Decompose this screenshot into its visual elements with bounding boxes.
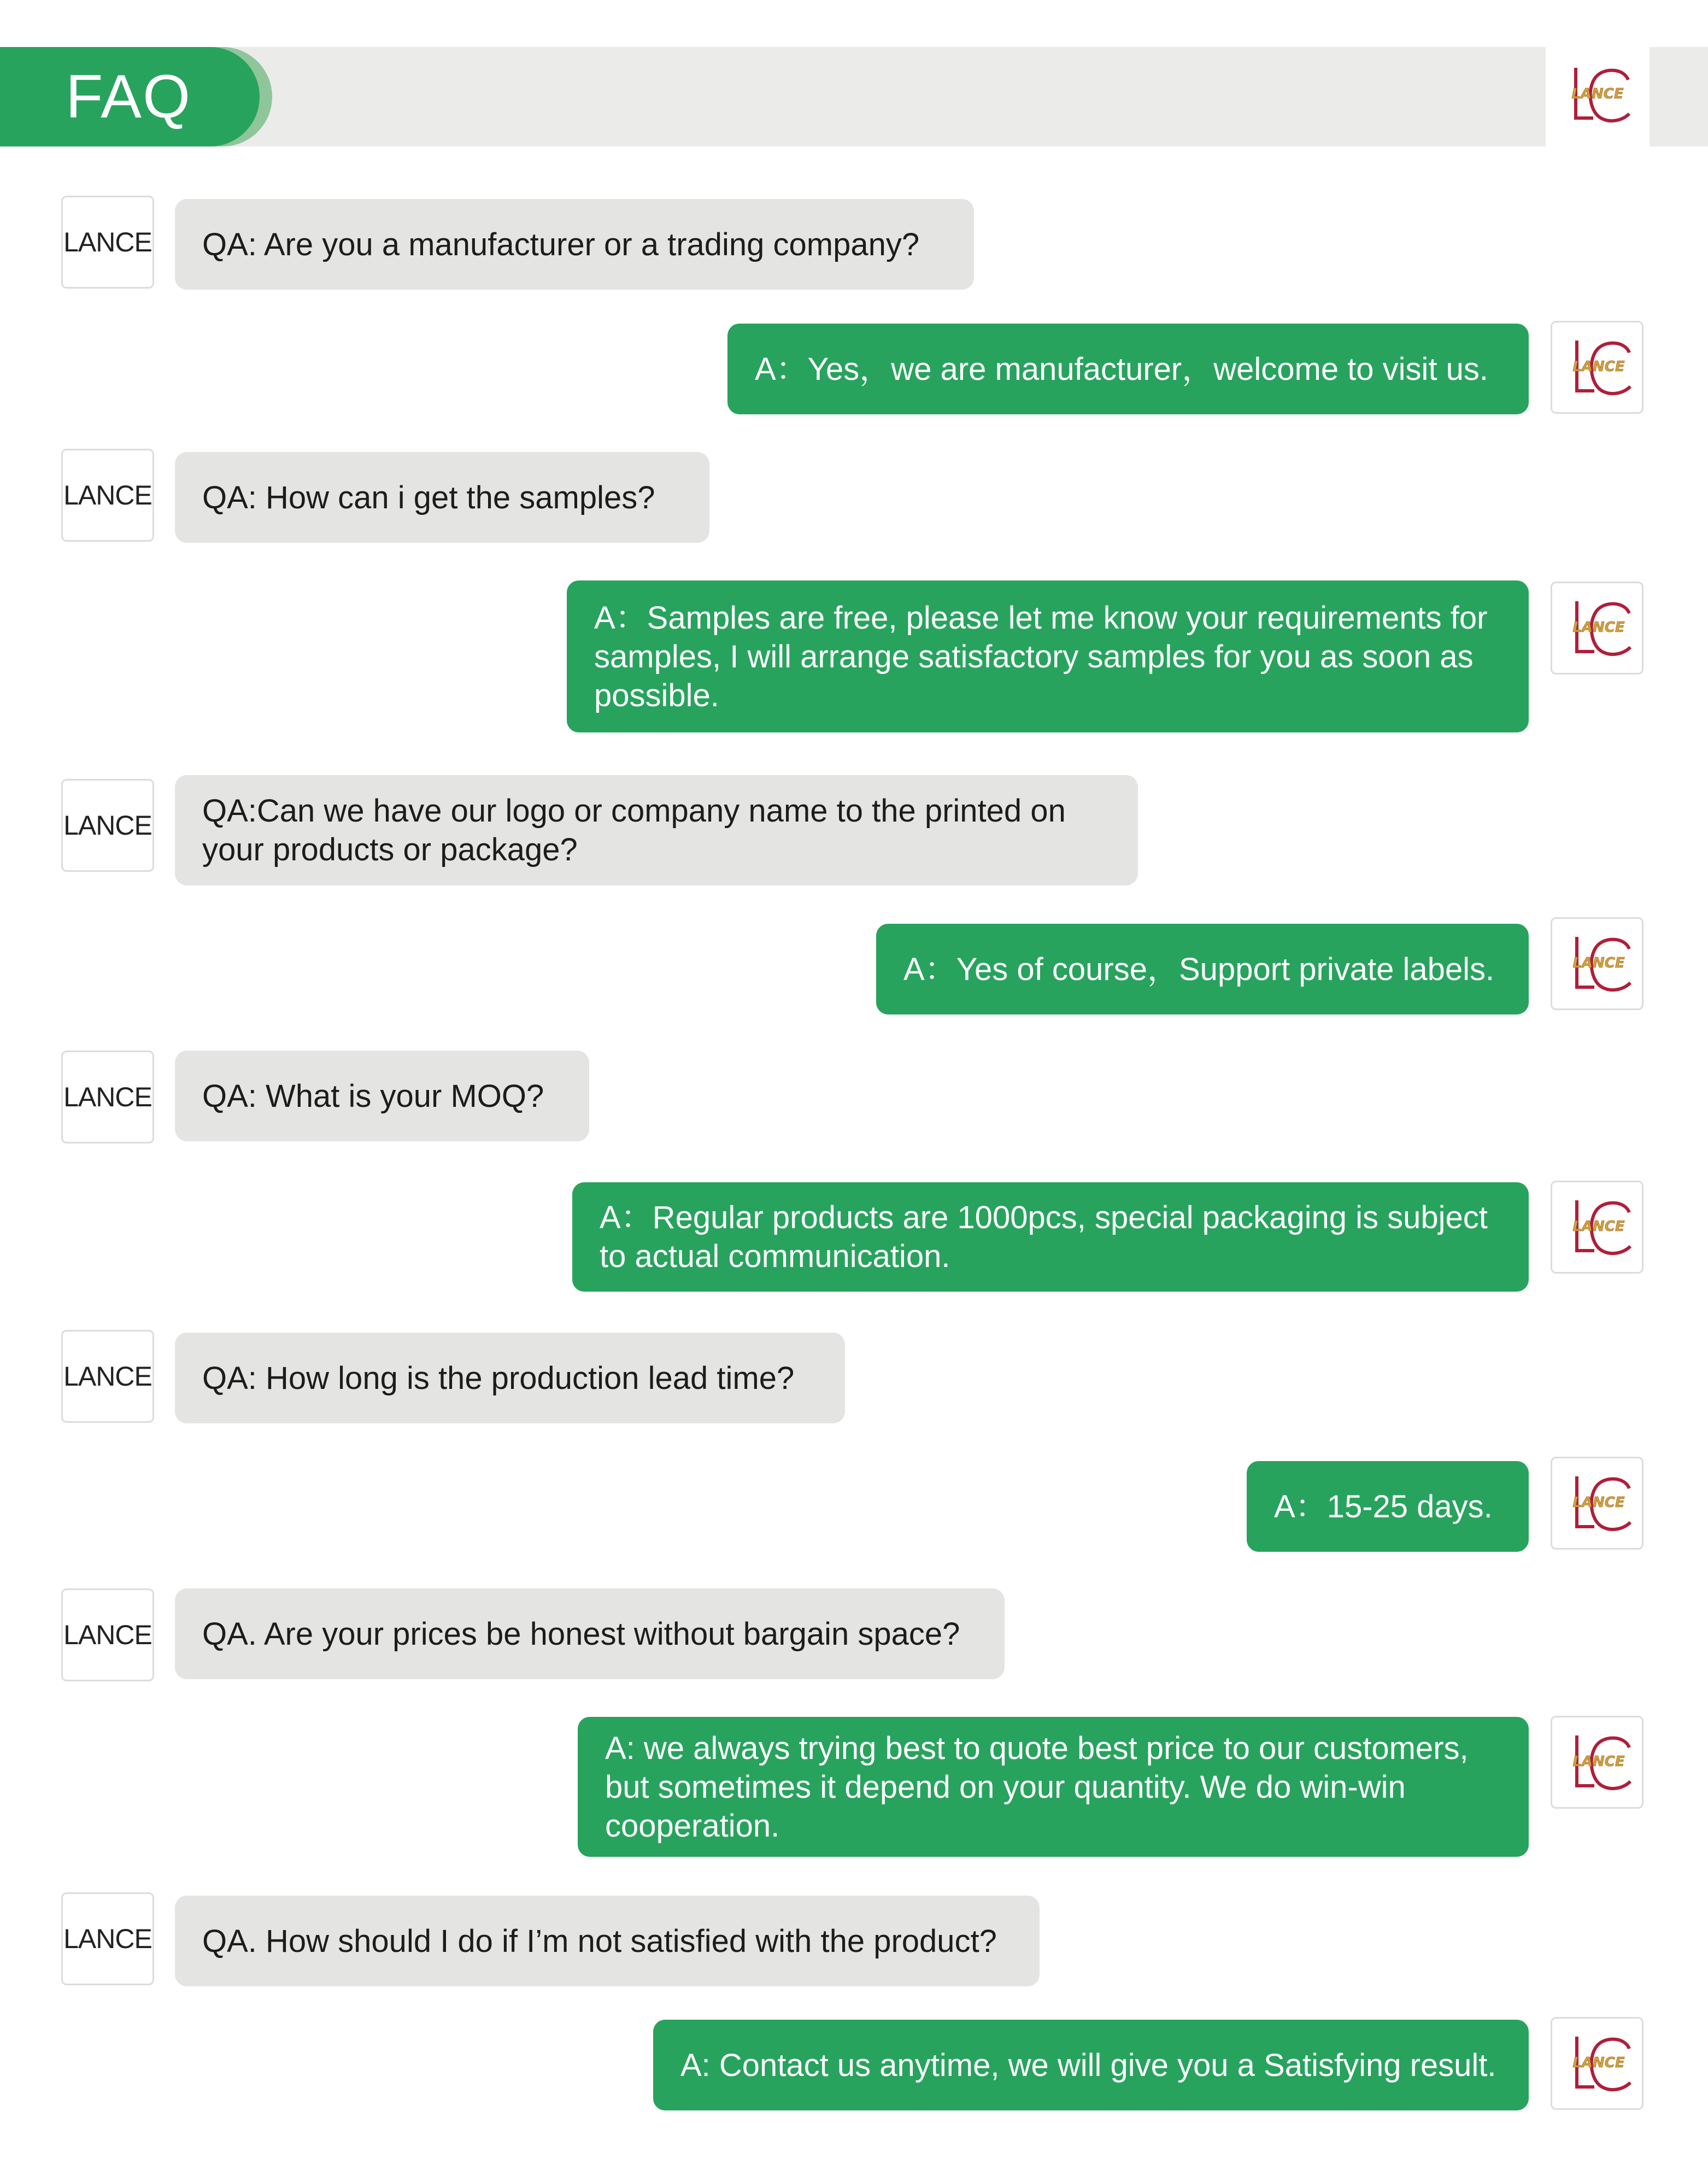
lc-logo-icon bbox=[1560, 336, 1637, 402]
lance-wordmark: LANCE bbox=[63, 1361, 152, 1392]
answer-bubble bbox=[567, 580, 1529, 732]
question-bubble bbox=[175, 775, 1138, 885]
answer-text: A：Yes of course，Support private labels. bbox=[903, 951, 1495, 987]
question-bubble bbox=[175, 1588, 1005, 1679]
answer-bubble bbox=[653, 2020, 1529, 2110]
lance-avatar bbox=[61, 1588, 154, 1681]
question-text: QA. How should I do if I’m not satisfied with the product? bbox=[202, 1923, 997, 1959]
question-text: QA: How can i get the samples? bbox=[202, 479, 655, 515]
lance-wordmark: LANCE bbox=[63, 480, 152, 511]
answer-bubble bbox=[572, 1182, 1529, 1292]
svg-text:LANCE: LANCE bbox=[1572, 619, 1625, 636]
question-bubble bbox=[175, 1333, 845, 1423]
question-text: QA:Can we have our logo or company name to the printed on your products or package? bbox=[202, 793, 1066, 867]
lance-wordmark: LANCE bbox=[63, 810, 152, 841]
svg-text:LANCE: LANCE bbox=[1572, 1754, 1625, 1770]
svg-text:LANCE: LANCE bbox=[1572, 1218, 1625, 1235]
question-bubble bbox=[175, 1051, 589, 1141]
answer-text: A: we always trying best to quote best price to our customers, but sometimes it depend on your quantity. We do win-win cooperation. bbox=[605, 1730, 1469, 1844]
answer-bubble bbox=[1247, 1461, 1529, 1552]
question-text: QA: What is your MOQ? bbox=[202, 1078, 544, 1114]
answer-text: A: Contact us anytime, we will give you a Satisfying result. bbox=[680, 2047, 1496, 2083]
page-title: FAQ bbox=[66, 62, 192, 131]
svg-text:LANCE: LANCE bbox=[1572, 955, 1625, 971]
lc-avatar bbox=[1551, 321, 1644, 414]
lc-avatar bbox=[1551, 2017, 1644, 2110]
lc-logo-icon bbox=[1560, 597, 1637, 662]
lc-logo-icon bbox=[1560, 1731, 1637, 1797]
answer-bubble bbox=[727, 324, 1529, 414]
question-text: QA. Are your prices be honest without bargain space? bbox=[202, 1616, 960, 1652]
lc-logo-icon bbox=[1560, 2032, 1637, 2098]
answer-bubble bbox=[578, 1717, 1529, 1857]
lc-logo-icon bbox=[1559, 63, 1636, 129]
question-bubble bbox=[175, 1896, 1040, 1986]
lance-wordmark: LANCE bbox=[63, 227, 152, 257]
answer-text: A：Yes，we are manufacturer，welcome to visit us. bbox=[755, 351, 1489, 387]
answer-text: A：15-25 days. bbox=[1274, 1488, 1493, 1524]
lc-logo-icon bbox=[1560, 933, 1637, 998]
svg-text:LANCE: LANCE bbox=[1571, 86, 1624, 102]
lc-avatar bbox=[1551, 917, 1644, 1010]
lc-avatar bbox=[1551, 582, 1644, 675]
lance-wordmark: LANCE bbox=[63, 1620, 152, 1650]
lance-avatar bbox=[61, 779, 154, 872]
question-bubble bbox=[175, 199, 974, 290]
lance-wordmark: LANCE bbox=[63, 1923, 152, 1954]
question-bubble bbox=[175, 452, 709, 543]
question-text: QA: How long is the production lead time? bbox=[202, 1360, 795, 1396]
answer-text: A：Regular products are 1000pcs, special packaging is subject to actual communication. bbox=[600, 1200, 1488, 1274]
svg-text:LANCE: LANCE bbox=[1572, 359, 1625, 375]
question-text: QA: Are you a manufacturer or a trading company? bbox=[202, 226, 920, 262]
lc-logo-icon bbox=[1560, 1472, 1637, 1538]
svg-text:LANCE: LANCE bbox=[1572, 1494, 1625, 1511]
lance-avatar bbox=[61, 1892, 154, 1985]
lance-avatar bbox=[61, 1051, 154, 1143]
lance-wordmark: LANCE bbox=[63, 1082, 152, 1112]
header-brand-logo bbox=[1546, 47, 1650, 146]
lance-avatar bbox=[61, 1330, 154, 1423]
lance-avatar bbox=[61, 449, 154, 542]
lc-avatar bbox=[1551, 1457, 1644, 1550]
lance-avatar bbox=[61, 196, 154, 289]
lc-avatar bbox=[1551, 1181, 1644, 1274]
lc-logo-icon bbox=[1560, 1196, 1637, 1262]
answer-bubble bbox=[876, 924, 1529, 1014]
svg-text:LANCE: LANCE bbox=[1572, 2055, 1625, 2071]
answer-text: A：Samples are free, please let me know your requirements for samples, I will arrange satisfactory samples for you as soon as possible. bbox=[594, 600, 1488, 713]
lc-avatar bbox=[1551, 1716, 1644, 1809]
